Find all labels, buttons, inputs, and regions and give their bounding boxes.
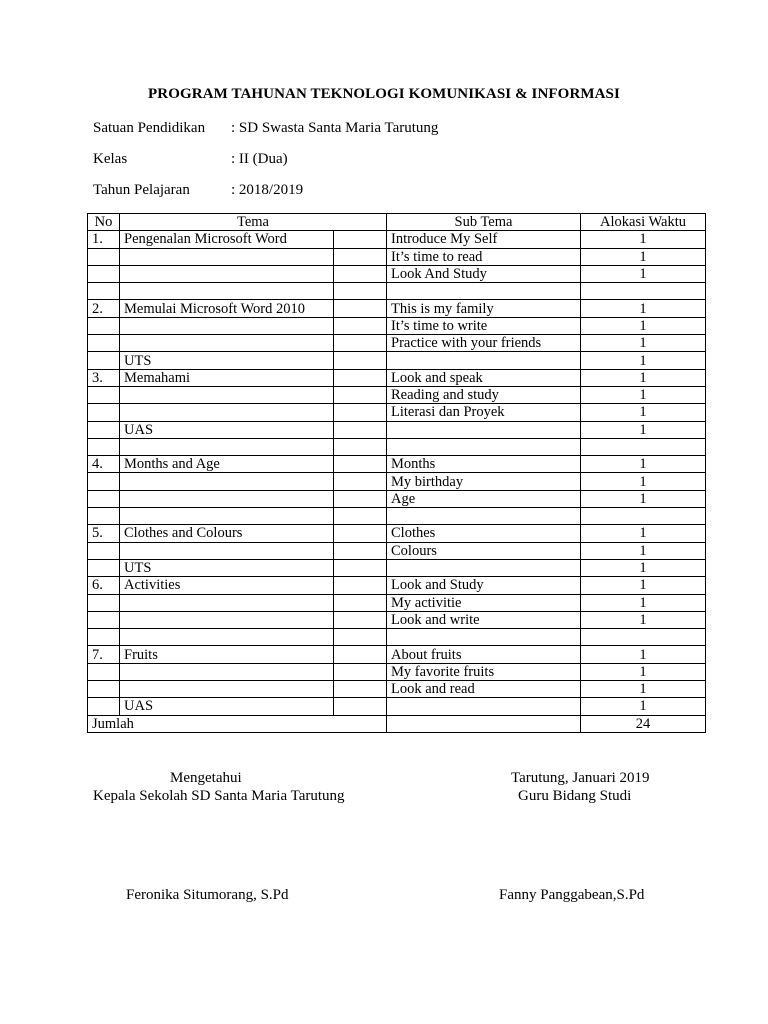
cell-alokasi: 1 — [581, 490, 706, 507]
info-label: Tahun Pelajaran — [93, 182, 190, 198]
table-row — [88, 629, 706, 646]
cell-tema — [120, 542, 334, 559]
cell-sub-tema: My activitie — [387, 594, 581, 611]
cell-sub-tema — [387, 508, 581, 525]
cell-tema — [120, 335, 334, 352]
cell-spacer — [334, 421, 387, 438]
cell-spacer — [334, 508, 387, 525]
info-value: : SD Swasta Santa Maria Tarutung — [231, 120, 439, 136]
cell-spacer — [334, 231, 387, 248]
cell-alokasi: 1 — [581, 300, 706, 317]
cell-alokasi: 1 — [581, 404, 706, 421]
cell-spacer — [334, 300, 387, 317]
cell-spacer — [334, 698, 387, 715]
cell-no — [88, 698, 120, 715]
info-tahun-pelajaran — [93, 182, 303, 199]
cell-alokasi: 1 — [581, 473, 706, 490]
table-row — [88, 386, 706, 403]
cell-alokasi: 1 — [581, 577, 706, 594]
cell-tema: Fruits — [120, 646, 334, 663]
cell-tema — [120, 490, 334, 507]
header-no: No — [88, 214, 120, 231]
cell-sub-tema: Practice with your friends — [387, 335, 581, 352]
cell-no — [88, 404, 120, 421]
cell-tema — [120, 265, 334, 282]
cell-tema — [120, 438, 334, 455]
cell-spacer — [334, 265, 387, 282]
table-row — [88, 611, 706, 628]
cell-alokasi: 1 — [581, 386, 706, 403]
info-label: Kelas — [93, 151, 128, 167]
cell-no — [88, 283, 120, 300]
cell-sub-tema: My favorite fruits — [387, 663, 581, 680]
table-row — [88, 473, 706, 490]
cell-no — [88, 317, 120, 334]
cell-no — [88, 352, 120, 369]
cell-tema — [120, 404, 334, 421]
cell-alokasi: 1 — [581, 594, 706, 611]
cell-no — [88, 663, 120, 680]
cell-spacer — [334, 404, 387, 421]
info-label: Satuan Pendidikan — [93, 120, 206, 136]
cell-tema: Pengenalan Microsoft Word — [120, 231, 334, 248]
cell-alokasi: 1 — [581, 663, 706, 680]
cell-alokasi: 1 — [581, 542, 706, 559]
cell-no — [88, 265, 120, 282]
cell-alokasi: 1 — [581, 525, 706, 542]
cell-no — [88, 559, 120, 576]
cell-sub-tema — [387, 698, 581, 715]
cell-spacer — [334, 369, 387, 386]
cell-sub-tema: Look and speak — [387, 369, 581, 386]
cell-alokasi — [581, 629, 706, 646]
table-row — [88, 542, 706, 559]
cell-sub-tema: It’s time to write — [387, 317, 581, 334]
info-kelas — [93, 151, 288, 168]
table-row — [88, 456, 706, 473]
table-row — [88, 681, 706, 698]
table-row — [88, 421, 706, 438]
cell-tema — [120, 681, 334, 698]
cell-alokasi: 1 — [581, 646, 706, 663]
cell-tema — [120, 629, 334, 646]
cell-spacer — [334, 611, 387, 628]
cell-tema — [120, 283, 334, 300]
cell-spacer — [334, 473, 387, 490]
table-row — [88, 248, 706, 265]
cell-tema — [120, 508, 334, 525]
document-title: PROGRAM TAHUNAN TEKNOLOGI KOMUNIKASI & INFORMASI — [148, 86, 620, 102]
header-tema: Tema — [120, 214, 387, 231]
table-row — [88, 698, 706, 715]
table-row — [88, 490, 706, 507]
signature-right-line2: Guru Bidang Studi — [518, 788, 632, 804]
table-row — [88, 577, 706, 594]
cell-spacer — [334, 594, 387, 611]
cell-spacer — [334, 525, 387, 542]
cell-alokasi: 1 — [581, 456, 706, 473]
cell-spacer — [334, 438, 387, 455]
cell-no — [88, 421, 120, 438]
cell-no — [88, 611, 120, 628]
cell-sub-tema: Months — [387, 456, 581, 473]
cell-no — [88, 629, 120, 646]
signature-left-line1: Mengetahui — [170, 770, 242, 786]
cell-sub-tema: My birthday — [387, 473, 581, 490]
total-row — [88, 715, 706, 732]
cell-no — [88, 438, 120, 455]
cell-alokasi: 1 — [581, 231, 706, 248]
cell-spacer — [334, 283, 387, 300]
cell-sub-tema: Look and Study — [387, 577, 581, 594]
cell-alokasi: 1 — [581, 248, 706, 265]
cell-tema — [120, 386, 334, 403]
cell-alokasi — [581, 508, 706, 525]
cell-sub-tema: Look and write — [387, 611, 581, 628]
cell-spacer — [334, 335, 387, 352]
header-alokasi-waktu: Alokasi Waktu — [581, 214, 706, 231]
cell-sub-tema — [387, 559, 581, 576]
cell-no — [88, 335, 120, 352]
table-row — [88, 231, 706, 248]
table-row — [88, 265, 706, 282]
info-satuan-pendidikan — [93, 120, 438, 137]
cell-alokasi: 1 — [581, 352, 706, 369]
cell-spacer — [334, 577, 387, 594]
cell-sub-tema: Introduce My Self — [387, 231, 581, 248]
cell-alokasi: 1 — [581, 681, 706, 698]
header-sub-tema: Sub Tema — [387, 214, 581, 231]
info-value: : 2018/2019 — [231, 182, 304, 198]
cell-alokasi — [581, 283, 706, 300]
cell-tema: Memahami — [120, 369, 334, 386]
cell-sub-tema: Clothes — [387, 525, 581, 542]
cell-tema — [120, 317, 334, 334]
cell-spacer — [334, 629, 387, 646]
cell-alokasi: 1 — [581, 421, 706, 438]
cell-sub-tema — [387, 283, 581, 300]
cell-spacer — [334, 681, 387, 698]
cell-no — [88, 490, 120, 507]
cell-no: 4. — [88, 456, 120, 473]
cell-alokasi: 1 — [581, 317, 706, 334]
cell-sub-tema — [387, 438, 581, 455]
cell-tema — [120, 248, 334, 265]
table-header-row — [88, 214, 706, 231]
cell-spacer — [334, 456, 387, 473]
cell-no: 2. — [88, 300, 120, 317]
total-value: 24 — [581, 715, 706, 732]
cell-sub-tema: Look And Study — [387, 265, 581, 282]
cell-tema: UTS — [120, 352, 334, 369]
cell-no — [88, 508, 120, 525]
table-row — [88, 352, 706, 369]
cell-no — [88, 386, 120, 403]
cell-spacer — [334, 663, 387, 680]
cell-no: 1. — [88, 231, 120, 248]
table-row — [88, 663, 706, 680]
cell-no: 5. — [88, 525, 120, 542]
table-row — [88, 525, 706, 542]
table-row — [88, 283, 706, 300]
cell-alokasi: 1 — [581, 611, 706, 628]
cell-tema — [120, 594, 334, 611]
cell-spacer — [334, 490, 387, 507]
cell-tema: Months and Age — [120, 456, 334, 473]
cell-spacer — [334, 248, 387, 265]
info-value: : II (Dua) — [231, 151, 288, 167]
cell-spacer — [334, 352, 387, 369]
cell-tema: UTS — [120, 559, 334, 576]
cell-tema — [120, 611, 334, 628]
cell-sub-tema: Colours — [387, 542, 581, 559]
cell-sub-tema — [387, 421, 581, 438]
cell-no: 7. — [88, 646, 120, 663]
table-row — [88, 404, 706, 421]
signature-left-line2: Kepala Sekolah SD Santa Maria Tarutung — [93, 788, 345, 804]
total-label: Jumlah — [88, 715, 387, 732]
signature-right-name: Fanny Panggabean,S.Pd — [499, 887, 645, 903]
cell-tema: Activities — [120, 577, 334, 594]
cell-alokasi: 1 — [581, 559, 706, 576]
cell-sub-tema: It’s time to read — [387, 248, 581, 265]
cell-tema — [120, 473, 334, 490]
cell-alokasi: 1 — [581, 369, 706, 386]
signature-left-name: Feronika Situmorang, S.Pd — [126, 887, 289, 903]
cell-tema: Memulai Microsoft Word 2010 — [120, 300, 334, 317]
cell-sub-tema: Age — [387, 490, 581, 507]
cell-alokasi: 1 — [581, 698, 706, 715]
cell-alokasi: 1 — [581, 265, 706, 282]
cell-no — [88, 681, 120, 698]
cell-sub-tema: Look and read — [387, 681, 581, 698]
signature-right-line1: Tarutung, Januari 2019 — [511, 770, 650, 786]
table-row — [88, 335, 706, 352]
table-row — [88, 317, 706, 334]
cell-sub-tema — [387, 352, 581, 369]
cell-sub-tema: About fruits — [387, 646, 581, 663]
cell-no: 3. — [88, 369, 120, 386]
cell-alokasi: 1 — [581, 335, 706, 352]
cell-tema: UAS — [120, 421, 334, 438]
table-row — [88, 559, 706, 576]
cell-alokasi — [581, 438, 706, 455]
cell-no: 6. — [88, 577, 120, 594]
total-sub-tema-empty — [387, 715, 581, 732]
cell-tema: Clothes and Colours — [120, 525, 334, 542]
table-row — [88, 300, 706, 317]
table-row — [88, 369, 706, 386]
table-row — [88, 594, 706, 611]
program-table — [87, 213, 706, 733]
cell-sub-tema — [387, 629, 581, 646]
cell-sub-tema: Reading and study — [387, 386, 581, 403]
cell-no — [88, 248, 120, 265]
cell-tema — [120, 663, 334, 680]
cell-spacer — [334, 386, 387, 403]
cell-tema: UAS — [120, 698, 334, 715]
cell-spacer — [334, 559, 387, 576]
table-row — [88, 438, 706, 455]
cell-sub-tema: Literasi dan Proyek — [387, 404, 581, 421]
cell-sub-tema: This is my family — [387, 300, 581, 317]
cell-spacer — [334, 646, 387, 663]
table-row — [88, 508, 706, 525]
cell-no — [88, 542, 120, 559]
cell-spacer — [334, 317, 387, 334]
cell-no — [88, 473, 120, 490]
cell-spacer — [334, 542, 387, 559]
cell-no — [88, 594, 120, 611]
table-row — [88, 646, 706, 663]
